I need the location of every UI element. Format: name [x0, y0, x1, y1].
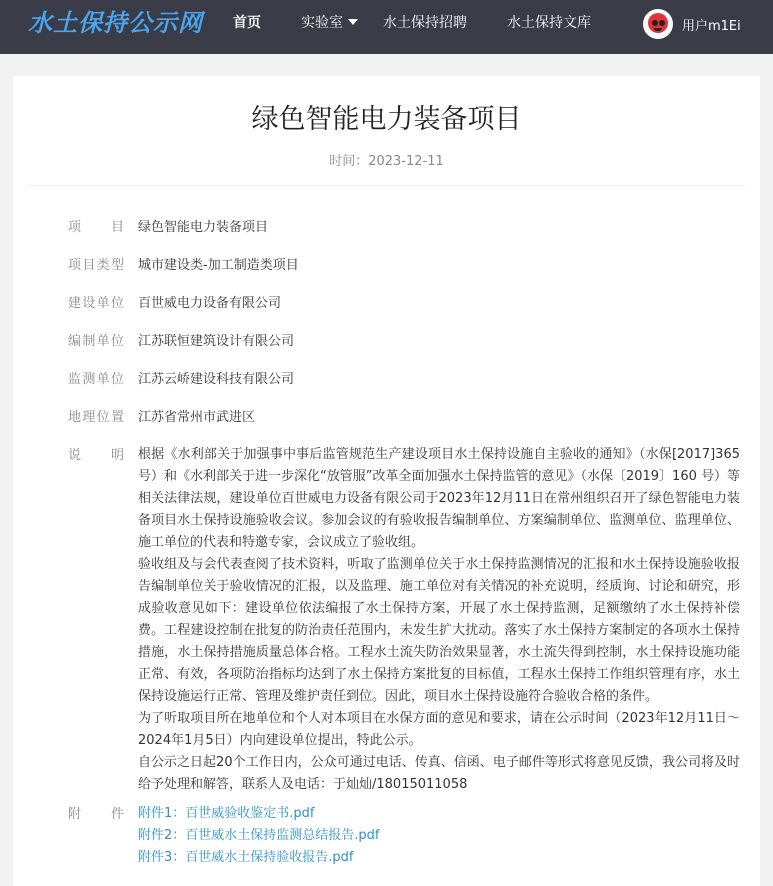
- attachment-link-2[interactable]: 附件2：百世威水土保持监测总结报告.pdf: [138, 828, 380, 843]
- description-paragraph: 自公示之日起20个工作日内，公众可通过电话、传真、信函、电子邮件等形式将意见反馈，我公司将及时给予处理和解答，联系人及电话：于灿灿/18015011058: [138, 755, 740, 792]
- attachment-link-3[interactable]: 附件3：百世威水土保持验收报告.pdf: [138, 850, 354, 865]
- field-label-project: 项目: [68, 220, 124, 235]
- description-paragraph: 根据《水利部关于加强事中事后监管规范生产建设项目水土保持设施自主验收的通知》（水保[2017]365 号）和《水利部关于进一步深化“放管服”改革全面加强水土保持监管的意见》（水保〔2019〕160 号）等相关法律法规，建设单位百世威电力设备有限公司于2023年12月11日在常州组织召开了绿色智能电力装备项目水土保持设施验收会议。参加会议的有验收报告编制单位、方案编制单位、监测单位、监理单位、施工单位的代表和特邀专家，会议成立了验收组。: [138, 447, 740, 550]
- user-menu[interactable]: [643, 9, 741, 39]
- description-paragraph: 验收组及与会代表查阅了技术资料，听取了监测单位关于水土保持监测情况的汇报和水土保持设施验收报告编制单位关于验收情况的汇报，以及监理、施工单位对有关情况的补充说明，经质询、讨论和研究，形成验收意见如下：建设单位依法编报了水土保持方案，开展了水土保持监测，足额缴纳了水土保持补偿费。工程建设控制在批复的防治责任范围内，未发生扩大扰动。落实了水土保持方案制定的各项水土保持措施，水土保持措施质量总体合格。工程水土流失防治效果显著，水土流失得到控制，水土保持设施功能正常、有效，各项防治指标均达到了水土保持方案批复的目标值，工程水土保持工作组织管理有序，水土保持设施运行正常、管理及维护责任到位。因此，项目水土保持设施符合验收合格的条件。: [138, 557, 740, 704]
- nav-recruitment[interactable]: 水土保持招聘: [383, 15, 467, 31]
- field-value-construction-unit: 百世威电力设备有限公司: [138, 296, 282, 311]
- field-label-description: 说明: [68, 448, 124, 463]
- avatar-eye-icon: [659, 20, 665, 26]
- field-label-attachments: 附件: [68, 807, 124, 822]
- attachment-link-1[interactable]: 附件1：百世威验收鉴定书.pdf: [138, 806, 315, 821]
- nav-lab[interactable]: [301, 0, 358, 46]
- field-label-location: 地理位置: [68, 410, 124, 425]
- username[interactable]: 用户m1Ei: [682, 18, 741, 34]
- field-value-location: 江苏省常州市武进区: [138, 410, 256, 425]
- nav-library[interactable]: 水土保持文库: [507, 15, 591, 31]
- avatar[interactable]: [643, 9, 673, 39]
- site-logo[interactable]: 水土保持公示网: [28, 9, 203, 37]
- field-value-project: 绿色智能电力装备项目: [138, 220, 269, 235]
- chevron-down-icon: [348, 19, 358, 25]
- nav-home[interactable]: 首页: [233, 15, 261, 31]
- page-title: 绿色智能电力装备项目: [251, 104, 522, 135]
- field-value-monitoring-unit: 江苏云峤建设科技有限公司: [138, 372, 295, 387]
- field-value-compiling-unit: 江苏联恒建筑设计有限公司: [138, 334, 295, 349]
- field-label-compiling-unit: 编制单位: [68, 334, 124, 349]
- top-navbar: [0, 0, 773, 54]
- avatar-eye-icon: [652, 20, 658, 26]
- nav-lab-label: 实验室: [301, 15, 343, 31]
- field-label-construction-unit: 建设单位: [68, 296, 124, 311]
- description-text: [138, 444, 740, 796]
- attachment-list: [138, 803, 379, 869]
- publish-date: 时间：2023-12-11: [329, 154, 444, 169]
- description-paragraph: 为了听取项目所在地单位和个人对本项目在水保方面的意见和要求，请在公示时间（2023年12月11日～2024年1月5日）内向建设单位提出，特此公示。: [138, 711, 740, 748]
- field-value-project-type: 城市建设类-加工制造类项目: [138, 258, 299, 273]
- field-label-project-type: 项目类型: [68, 258, 124, 273]
- title-divider: [28, 185, 745, 186]
- field-label-monitoring-unit: 监测单位: [68, 372, 124, 387]
